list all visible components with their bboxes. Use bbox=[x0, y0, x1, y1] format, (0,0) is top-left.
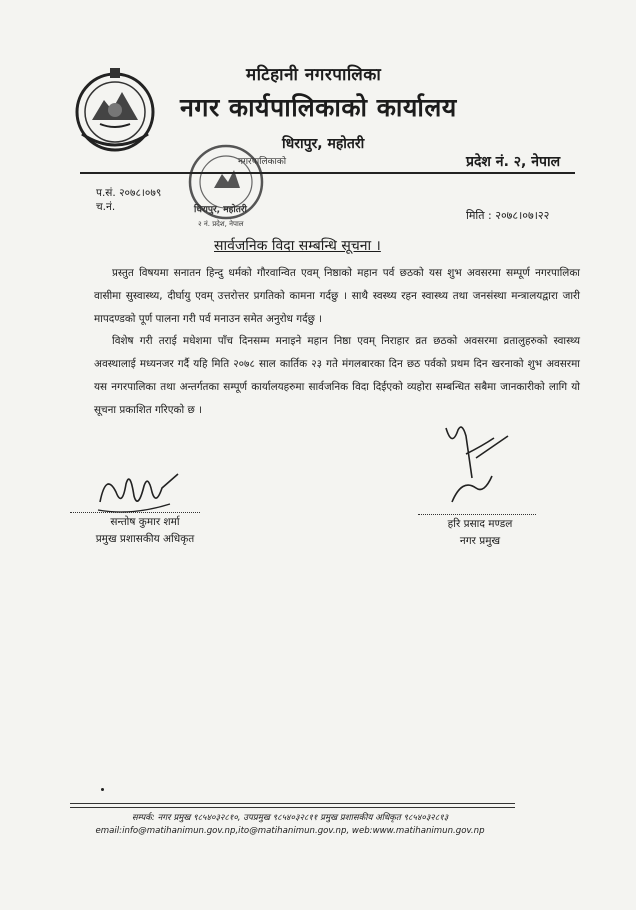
body-paragraph-2: विशेष गरी तराई मधेशमा पाँच दिनसम्म मनाइने महान निष्ठा एवम् निराहार व्रत छठको अवसरमा व्रतालुहरुको स्वास्थ्य अवस्थालाई मध्यनजर गर्दै यहि मिति २०७८ साल कार्तिक २३ गते मंगलबारका दिन छठ पर्वको प्रथम दिन खरनाको शुभ अवसरमा यस नगरपालिका तथा अन्तर्गतका सम्पूर्ण कार्यालयहरुमा सार्वजनिक विदा दिईएको व्यहोरा सम्बन्धित सबैमा जानकारीको लागि यो सूचना प्रकाशित गरिएको छ । bbox=[94, 335, 580, 416]
signature-line-left bbox=[70, 512, 200, 513]
footer-divider-2 bbox=[70, 807, 515, 808]
stamp-text-2: धिरापुर, महोतरी bbox=[194, 205, 247, 215]
office-stamp bbox=[178, 142, 288, 234]
office-address: धिरापुर, महोतरी bbox=[282, 136, 365, 152]
signatory-left-title: प्रमुख प्रशासकीय अधिकृत bbox=[95, 533, 195, 545]
letter-date: मिति : २०७८।०७।२२ bbox=[466, 209, 550, 222]
subject-line: सार्वजनिक विदा सम्बन्धि सूचना । bbox=[214, 238, 381, 254]
stamp-text-3: २ नं. प्रदेश, नेपाल bbox=[198, 220, 244, 228]
footer-divider bbox=[70, 803, 515, 804]
body-paragraph-1: प्रस्तुत विषयमा सनातन हिन्दु धर्मको गौरवान्वित एवम् निष्ठाको महान पर्व छठको यस शुभ अवसरमा सम्पूर्ण नगरपालिका वासीमा सुस्वास्थ्य, दीर्घायु एवम् उत्तरोत्तर प्रगतिको कामना गर्दछु । साथै स्वस्थ्य रहन स्वास्थ्य तथा जनसंस्था मन्त्रालयद्वारा जारी मापदण्डको पूर्ण पालना गरी पर्व मनाउन समेत अनुरोध गर्दछु । bbox=[94, 267, 580, 325]
reference-number: प.सं. २०७८।०७९ bbox=[96, 187, 162, 199]
signatory-right-name: हरि प्रसाद मण्डल bbox=[447, 518, 513, 530]
footer-contacts: सम्पर्क: नगर प्रमुख ९८५४०३२८१०, उपप्रमुख ९८५४०३२८११ प्रमुख प्रशासकीय अधिकृत ९८५४०३२८१३ bbox=[131, 813, 449, 823]
signatory-left-name: सन्तोष कुमार शर्मा bbox=[110, 516, 180, 528]
nepal-emblem-icon bbox=[70, 64, 160, 154]
reference-block bbox=[96, 186, 161, 214]
footer-emails: email:info@matihanimun.gov.np,ito@matihanimun.gov.np, web:www.matihanimun.gov.np bbox=[95, 826, 485, 836]
municipality-name: मटिहानी नगरपालिका bbox=[246, 65, 382, 85]
signature-right bbox=[432, 418, 522, 510]
stamp-text-1: नगरपालिकाको bbox=[238, 157, 287, 167]
dispatch-number: च.नं. bbox=[96, 201, 116, 213]
header-divider bbox=[80, 172, 575, 174]
stray-mark bbox=[101, 788, 104, 791]
signature-line-right bbox=[418, 514, 536, 515]
province-label: प्रदेश नं. २, नेपाल bbox=[466, 154, 561, 170]
signature-left bbox=[92, 462, 184, 522]
signatory-right bbox=[410, 516, 550, 550]
office-title: नगर कार्यपालिकाको कार्यालय bbox=[180, 93, 457, 122]
signatory-right-title: नगर प्रमुख bbox=[459, 535, 501, 547]
signatory-left bbox=[70, 514, 220, 548]
